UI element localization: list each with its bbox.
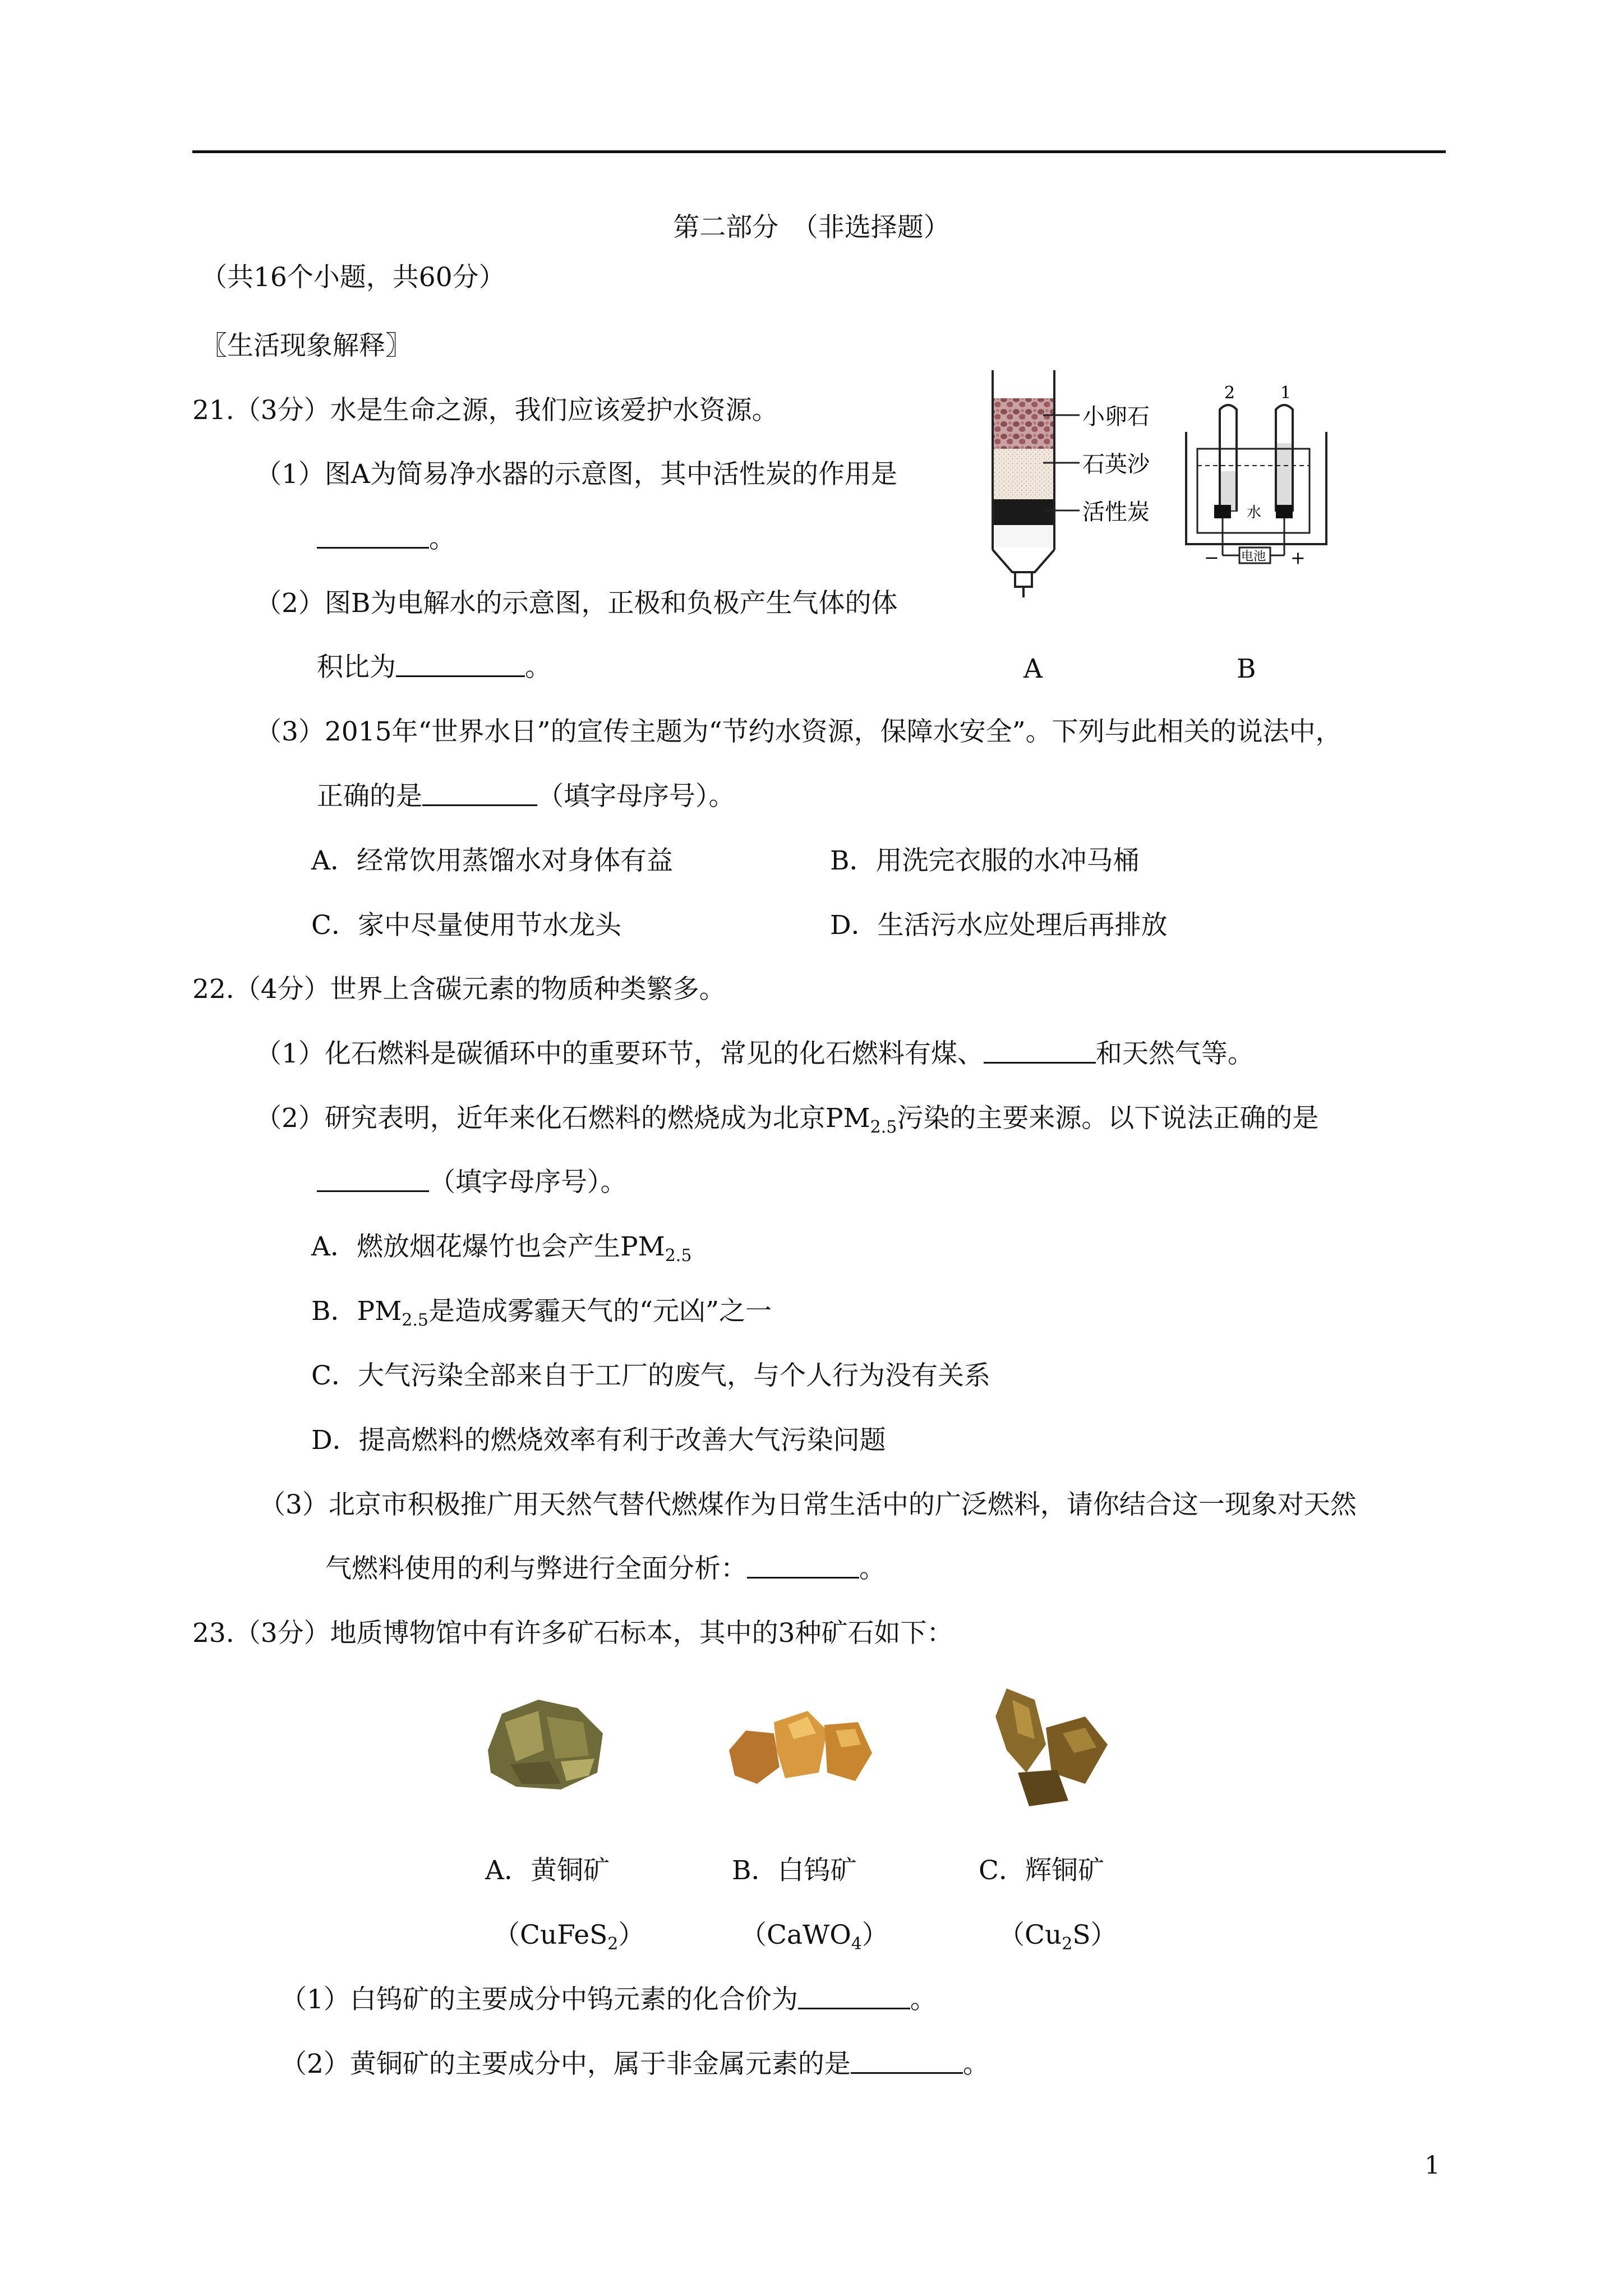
- figure-b-caption: B: [1237, 654, 1256, 684]
- header-rule: [192, 150, 1446, 153]
- q21-part2: （2）图B为电解水的示意图，正极和负极产生气体的体: [255, 588, 898, 619]
- q22-part3: （3）北京市积极推广用天然气替代燃煤作为日常生活中的广泛燃料，请你结合这一现象对天然: [259, 1489, 1357, 1520]
- q21-part1: （1）图A为简易净水器的示意图，其中活性炭的作用是: [255, 459, 897, 490]
- q23-stem: 23.（3分）地质博物馆中有许多矿石标本，其中的3种矿石如下：: [192, 1618, 953, 1649]
- q22-stem: 22.（4分）世界上含碳元素的物质种类繁多。: [192, 974, 726, 1005]
- water-filter-diagram: [976, 359, 1189, 606]
- chalcopyrite-mineral-image: [477, 1688, 617, 1801]
- chalcocite-mineral-image: [973, 1677, 1119, 1818]
- q21-option-d: D．生活污水应处理后再排放: [830, 910, 1168, 941]
- label-quartz-sand: 石英沙: [1082, 452, 1150, 477]
- q23-part1: （1）白钨矿的主要成分中钨元素的化合价为 。: [280, 1984, 937, 2015]
- section-title: 第二部分 （非选择题）: [673, 212, 950, 243]
- mineral-c-formula: $(Cu_2S)$: [998, 1920, 1117, 1954]
- answer-blank[interactable]: [747, 1554, 859, 1579]
- tube-2-label: 2: [1224, 383, 1235, 403]
- battery-label: 电池: [1241, 550, 1266, 564]
- mineral-b-formula: （CaWO$_4$）: [740, 1920, 888, 1954]
- scheelite-mineral-image: [723, 1700, 880, 1801]
- q22-part1: （1）化石燃料是碳循环中的重要环节，常见的化石燃料有煤、 和天然气等。: [255, 1038, 1254, 1069]
- answer-blank[interactable]: [396, 653, 525, 677]
- q22-option-c: C．大气污染全部来自于工厂的废气，与个人行为没有关系: [311, 1360, 990, 1391]
- answer-blank[interactable]: [851, 2050, 963, 2074]
- q21-stem: 21.（3分）水是生命之源，我们应该爱护水资源。: [192, 395, 778, 426]
- mineral-a-name: A．黄铜矿: [485, 1855, 610, 1886]
- q22-part2-answer: （填字母序号）。: [317, 1166, 627, 1199]
- label-pebbles: 小卵石: [1082, 404, 1150, 430]
- q21-part1-answer: 。: [317, 522, 455, 556]
- q21-part3-answer: 正确的是 （填字母序号）。: [317, 781, 735, 812]
- q21-option-c: C．家中尽量使用节水龙头: [311, 910, 621, 941]
- answer-blank[interactable]: [798, 1985, 910, 2009]
- electrolysis-diagram: [1181, 376, 1349, 578]
- mineral-a-formula: （CuFeS$_2$）: [494, 1920, 645, 1954]
- mineral-c-name: C．辉铜矿: [979, 1855, 1104, 1886]
- minus-sign: −: [1204, 547, 1219, 568]
- water-label: 水: [1247, 504, 1262, 521]
- label-activated-carbon: 活性炭: [1082, 499, 1150, 525]
- q22-part2: （2）研究表明，近年来化石燃料的燃烧成为北京$PM_{2.5}$污染的主要来源。以下说法正确的是: [255, 1103, 1319, 1137]
- q21-part2-answer: 积比为 。: [317, 652, 551, 683]
- answer-blank[interactable]: [317, 524, 429, 549]
- tube-1-label: 1: [1280, 383, 1292, 403]
- plus-sign: +: [1290, 547, 1306, 568]
- category-heading: 〖生活现象解释〗: [201, 330, 412, 361]
- answer-blank[interactable]: [422, 782, 537, 806]
- q22-option-d: D．提高燃料的燃烧效率有利于改善大气污染问题: [311, 1425, 886, 1456]
- mineral-b-name: B．白钨矿: [732, 1855, 857, 1886]
- q23-part2: （2）黄铜矿的主要成分中，属于非金属元素的是 。: [280, 2049, 989, 2079]
- answer-blank[interactable]: [984, 1039, 1096, 1064]
- page-number: 1: [1424, 2151, 1440, 2180]
- q21-option-b: B．用洗完衣服的水冲马桶: [830, 845, 1140, 876]
- answer-blank[interactable]: [317, 1168, 429, 1192]
- section-note: （共16个小题，共60分）: [201, 262, 505, 293]
- q21-option-a: A．经常饮用蒸馏水对身体有益: [311, 845, 673, 876]
- figure-a-caption: A: [1023, 654, 1043, 684]
- q22-part3-answer: 气燃料使用的利与弊进行全面分析： 。: [325, 1553, 886, 1584]
- q21-part3: （3）2015年“世界水日”的宣传主题为“节约水资源，保障水安全”。下列与此相关的说法中，: [255, 716, 1342, 747]
- q22-option-b: B．$PM_{2.5}$是造成雾霾天气的“元凶”之一: [311, 1296, 772, 1330]
- q22-option-a: A．燃放烟花爆竹也会产生$PM_{2.5}$: [311, 1231, 692, 1266]
